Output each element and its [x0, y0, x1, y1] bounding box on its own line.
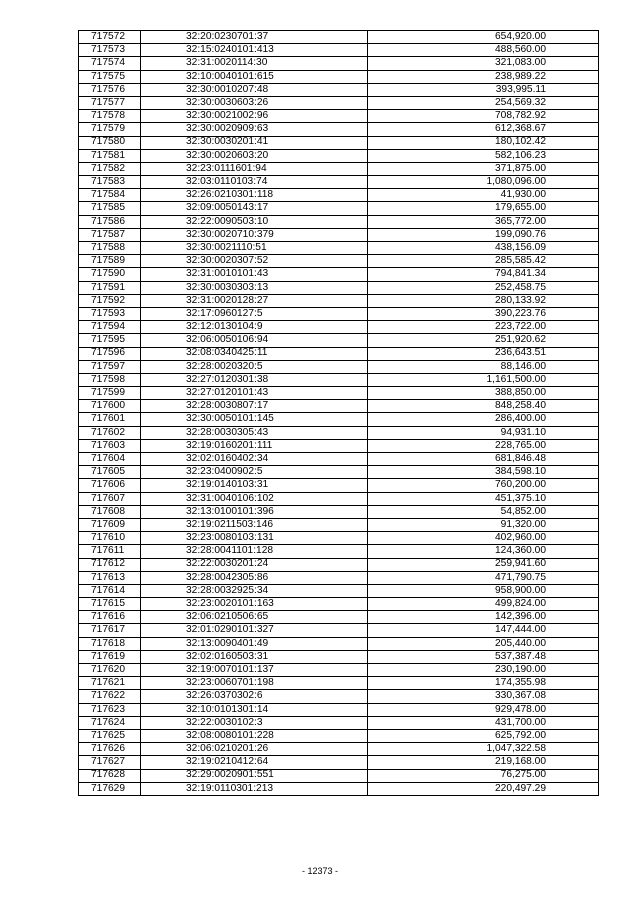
cadastral-number-cell: 32:23:0060701:198 — [141, 677, 368, 690]
row-id-cell: 717578 — [79, 110, 141, 123]
amount-cell: 393,995.11 — [368, 83, 599, 96]
amount-cell: 708,782.92 — [368, 110, 599, 123]
row-id-cell: 717585 — [79, 202, 141, 215]
amount-cell: 330,367.08 — [368, 690, 599, 703]
amount-cell: 451,375.10 — [368, 492, 599, 505]
cadastral-number-cell: 32:01:0290101:327 — [141, 624, 368, 637]
cadastral-number-cell: 32:30:0020909:63 — [141, 123, 368, 136]
amount-cell: 431,700.00 — [368, 716, 599, 729]
row-id-cell: 717573 — [79, 44, 141, 57]
table-row — [79, 228, 599, 241]
cadastral-number-cell: 32:08:0080101:228 — [141, 729, 368, 742]
amount-cell: 365,772.00 — [368, 215, 599, 228]
cadastral-number-cell: 32:20:0230701:37 — [141, 31, 368, 44]
table-row — [79, 83, 599, 96]
table-row — [79, 400, 599, 413]
row-id-cell: 717628 — [79, 769, 141, 782]
cadastral-number-cell: 32:26:0210301:118 — [141, 189, 368, 202]
table-row — [79, 96, 599, 109]
cadastral-number-cell: 32:30:0030603:26 — [141, 96, 368, 109]
cadastral-number-cell: 32:30:0020603:20 — [141, 149, 368, 162]
table-row — [79, 110, 599, 123]
amount-cell: 681,846.48 — [368, 453, 599, 466]
amount-cell: 794,841.34 — [368, 268, 599, 281]
amount-cell: 238,989.22 — [368, 70, 599, 83]
table-row — [79, 57, 599, 70]
table-row — [79, 518, 599, 531]
cadastral-number-cell: 32:06:0210201:26 — [141, 743, 368, 756]
table-row — [79, 307, 599, 320]
cadastral-number-cell: 32:30:0020307:52 — [141, 255, 368, 268]
table-row — [79, 373, 599, 386]
table-row — [79, 743, 599, 756]
row-id-cell: 717586 — [79, 215, 141, 228]
row-id-cell: 717584 — [79, 189, 141, 202]
row-id-cell: 717598 — [79, 373, 141, 386]
row-id-cell: 717572 — [79, 31, 141, 44]
cadastral-number-cell: 32:28:0041101:128 — [141, 545, 368, 558]
row-id-cell: 717597 — [79, 360, 141, 373]
row-id-cell: 717615 — [79, 598, 141, 611]
amount-cell: 285,585.42 — [368, 255, 599, 268]
table-row — [79, 321, 599, 334]
table-row — [79, 756, 599, 769]
amount-cell: 199,090.76 — [368, 228, 599, 241]
row-id-cell: 717620 — [79, 664, 141, 677]
table-row — [79, 466, 599, 479]
table-row — [79, 123, 599, 136]
table-row — [79, 611, 599, 624]
table-row — [79, 426, 599, 439]
cadastral-number-cell: 32:23:0080103:131 — [141, 532, 368, 545]
cadastral-number-cell: 32:31:0040106:102 — [141, 492, 368, 505]
cadastral-number-cell: 32:31:0010101:43 — [141, 268, 368, 281]
table-row — [79, 729, 599, 742]
cadastral-number-cell: 32:12:0130104:9 — [141, 321, 368, 334]
row-id-cell: 717575 — [79, 70, 141, 83]
table-body — [79, 31, 599, 796]
row-id-cell: 717605 — [79, 466, 141, 479]
table-row — [79, 439, 599, 452]
row-id-cell: 717623 — [79, 703, 141, 716]
row-id-cell: 717601 — [79, 413, 141, 426]
amount-cell: 76,275.00 — [368, 769, 599, 782]
cadastral-number-cell: 32:28:0030807:17 — [141, 400, 368, 413]
cadastral-number-cell: 32:31:0020114:30 — [141, 57, 368, 70]
table-row — [79, 716, 599, 729]
cadastral-number-cell: 32:28:0032925:34 — [141, 584, 368, 597]
row-id-cell: 717617 — [79, 624, 141, 637]
cadastral-number-cell: 32:29:0020901:551 — [141, 769, 368, 782]
table-row — [79, 268, 599, 281]
amount-cell: 91,320.00 — [368, 518, 599, 531]
cadastral-number-cell: 32:27:0120301:38 — [141, 373, 368, 386]
row-id-cell: 717616 — [79, 611, 141, 624]
amount-cell: 180,102.42 — [368, 136, 599, 149]
table-row — [79, 149, 599, 162]
row-id-cell: 717622 — [79, 690, 141, 703]
row-id-cell: 717609 — [79, 518, 141, 531]
cadastral-number-cell: 32:30:0021110:51 — [141, 242, 368, 255]
amount-cell: 402,960.00 — [368, 532, 599, 545]
cadastral-number-cell: 32:30:0021002:96 — [141, 110, 368, 123]
row-id-cell: 717627 — [79, 756, 141, 769]
cadastral-number-cell: 32:23:0111601:94 — [141, 162, 368, 175]
amount-cell: 760,200.00 — [368, 479, 599, 492]
row-id-cell: 717595 — [79, 334, 141, 347]
amount-cell: 625,792.00 — [368, 729, 599, 742]
cadastral-number-cell: 32:10:0040101:615 — [141, 70, 368, 83]
row-id-cell: 717608 — [79, 505, 141, 518]
page-number: - 12373 - — [301, 866, 339, 876]
cadastral-number-cell: 32:31:0020128:27 — [141, 294, 368, 307]
amount-cell: 848,258.40 — [368, 400, 599, 413]
row-id-cell: 717582 — [79, 162, 141, 175]
amount-cell: 259,941.60 — [368, 558, 599, 571]
amount-cell: 388,850.00 — [368, 387, 599, 400]
amount-cell: 220,497.29 — [368, 782, 599, 795]
amount-cell: 488,560.00 — [368, 44, 599, 57]
cadastral-number-cell: 32:22:0030102:3 — [141, 716, 368, 729]
row-id-cell: 717576 — [79, 83, 141, 96]
cadastral-number-cell: 32:26:0370302:6 — [141, 690, 368, 703]
amount-cell: 252,458.75 — [368, 281, 599, 294]
table-row — [79, 571, 599, 584]
table-row — [79, 782, 599, 795]
cadastral-number-cell: 32:17:0960127:5 — [141, 307, 368, 320]
cadastral-number-cell: 32:30:0030303:13 — [141, 281, 368, 294]
table-row — [79, 44, 599, 57]
amount-cell: 228,765.00 — [368, 439, 599, 452]
table-row — [79, 413, 599, 426]
row-id-cell: 717600 — [79, 400, 141, 413]
table-row — [79, 677, 599, 690]
amount-cell: 223,722.00 — [368, 321, 599, 334]
amount-cell: 1,080,096.00 — [368, 176, 599, 189]
row-id-cell: 717625 — [79, 729, 141, 742]
row-id-cell: 717618 — [79, 637, 141, 650]
cadastral-number-cell: 32:02:0160503:31 — [141, 650, 368, 663]
row-id-cell: 717581 — [79, 149, 141, 162]
amount-cell: 390,223.76 — [368, 307, 599, 320]
amount-cell: 219,168.00 — [368, 756, 599, 769]
cadastral-number-cell: 32:02:0160402:34 — [141, 453, 368, 466]
amount-cell: 958,900.00 — [368, 584, 599, 597]
amount-cell: 251,920.62 — [368, 334, 599, 347]
table-row — [79, 664, 599, 677]
row-id-cell: 717592 — [79, 294, 141, 307]
table-row — [79, 136, 599, 149]
row-id-cell: 717612 — [79, 558, 141, 571]
table-row — [79, 584, 599, 597]
amount-cell: 929,478.00 — [368, 703, 599, 716]
cadastral-number-cell: 32:28:0042305:86 — [141, 571, 368, 584]
table-row — [79, 505, 599, 518]
table-row — [79, 703, 599, 716]
amount-cell: 1,161,500.00 — [368, 373, 599, 386]
cadastral-number-cell: 32:03:0110103:74 — [141, 176, 368, 189]
cadastral-number-cell: 32:19:0070101:137 — [141, 664, 368, 677]
table-row — [79, 242, 599, 255]
cadastral-number-cell: 32:09:0050143:17 — [141, 202, 368, 215]
row-id-cell: 717596 — [79, 347, 141, 360]
amount-cell: 124,360.00 — [368, 545, 599, 558]
row-id-cell: 717626 — [79, 743, 141, 756]
cadastral-number-cell: 32:23:0400902:5 — [141, 466, 368, 479]
table-row — [79, 650, 599, 663]
row-id-cell: 717593 — [79, 307, 141, 320]
table-row — [79, 624, 599, 637]
cadastral-number-cell: 32:28:0030305:43 — [141, 426, 368, 439]
table-row — [79, 598, 599, 611]
amount-cell: 205,440.00 — [368, 637, 599, 650]
row-id-cell: 717607 — [79, 492, 141, 505]
cadastral-number-cell: 32:23:0020101:163 — [141, 598, 368, 611]
table-row — [79, 347, 599, 360]
row-id-cell: 717594 — [79, 321, 141, 334]
row-id-cell: 717599 — [79, 387, 141, 400]
table-row — [79, 637, 599, 650]
table-row — [79, 162, 599, 175]
table-row — [79, 387, 599, 400]
amount-cell: 537,387.48 — [368, 650, 599, 663]
cadastral-number-cell: 32:19:0210412:64 — [141, 756, 368, 769]
row-id-cell: 717619 — [79, 650, 141, 663]
table-row — [79, 31, 599, 44]
table-row — [79, 532, 599, 545]
amount-cell: 499,824.00 — [368, 598, 599, 611]
cadastral-number-cell: 32:27:0120101:43 — [141, 387, 368, 400]
cadastral-number-cell: 32:10:0101301:14 — [141, 703, 368, 716]
row-id-cell: 717583 — [79, 176, 141, 189]
amount-cell: 612,368.67 — [368, 123, 599, 136]
cadastral-number-cell: 32:28:0020320:5 — [141, 360, 368, 373]
cadastral-number-cell: 32:30:0020710:379 — [141, 228, 368, 241]
cadastral-number-cell: 32:19:0160201:111 — [141, 439, 368, 452]
cadastral-number-cell: 32:30:0050101:145 — [141, 413, 368, 426]
amount-cell: 147,444.00 — [368, 624, 599, 637]
amount-cell: 41,930.00 — [368, 189, 599, 202]
cadastral-number-cell: 32:08:0340425:11 — [141, 347, 368, 360]
table-row — [79, 189, 599, 202]
amount-cell: 236,643.51 — [368, 347, 599, 360]
row-id-cell: 717580 — [79, 136, 141, 149]
row-id-cell: 717610 — [79, 532, 141, 545]
amount-cell: 438,156.09 — [368, 242, 599, 255]
cadastral-number-cell: 32:06:0050106:94 — [141, 334, 368, 347]
amount-cell: 371,875.00 — [368, 162, 599, 175]
amount-cell: 384,598.10 — [368, 466, 599, 479]
table-row — [79, 690, 599, 703]
table-row — [79, 479, 599, 492]
row-id-cell: 717574 — [79, 57, 141, 70]
amount-cell: 286,400.00 — [368, 413, 599, 426]
row-id-cell: 717604 — [79, 453, 141, 466]
table-row — [79, 202, 599, 215]
cadastral-number-cell: 32:19:0110301:213 — [141, 782, 368, 795]
row-id-cell: 717587 — [79, 228, 141, 241]
amount-cell: 174,355.98 — [368, 677, 599, 690]
cadastral-number-cell: 32:30:0010207:48 — [141, 83, 368, 96]
row-id-cell: 717621 — [79, 677, 141, 690]
row-id-cell: 717624 — [79, 716, 141, 729]
row-id-cell: 717602 — [79, 426, 141, 439]
amount-cell: 142,396.00 — [368, 611, 599, 624]
cadastral-number-cell: 32:19:0140103:31 — [141, 479, 368, 492]
amount-cell: 179,655.00 — [368, 202, 599, 215]
table-row — [79, 360, 599, 373]
cadastral-number-cell: 32:22:0090503:10 — [141, 215, 368, 228]
cadastral-number-cell: 32:22:0030201:24 — [141, 558, 368, 571]
cadastral-number-cell: 32:13:0100101:396 — [141, 505, 368, 518]
row-id-cell: 717590 — [79, 268, 141, 281]
data-table — [78, 30, 599, 796]
amount-cell: 88,146.00 — [368, 360, 599, 373]
table-row — [79, 558, 599, 571]
table-row — [79, 294, 599, 307]
cadastral-number-cell: 32:13:0090401:49 — [141, 637, 368, 650]
cadastral-number-cell: 32:15:0240101:413 — [141, 44, 368, 57]
table-row — [79, 176, 599, 189]
amount-cell: 471,790.75 — [368, 571, 599, 584]
amount-cell: 230,190.00 — [368, 664, 599, 677]
table-row — [79, 769, 599, 782]
cadastral-number-cell: 32:19:0211503:146 — [141, 518, 368, 531]
row-id-cell: 717577 — [79, 96, 141, 109]
amount-cell: 1,047,322.58 — [368, 743, 599, 756]
row-id-cell: 717603 — [79, 439, 141, 452]
amount-cell: 94,931.10 — [368, 426, 599, 439]
row-id-cell: 717611 — [79, 545, 141, 558]
table-row — [79, 215, 599, 228]
amount-cell: 654,920.00 — [368, 31, 599, 44]
row-id-cell: 717591 — [79, 281, 141, 294]
table-row — [79, 545, 599, 558]
row-id-cell: 717579 — [79, 123, 141, 136]
cadastral-number-cell: 32:30:0030201:41 — [141, 136, 368, 149]
amount-cell: 254,569.32 — [368, 96, 599, 109]
cadastral-number-cell: 32:06:0210506:65 — [141, 611, 368, 624]
row-id-cell: 717613 — [79, 571, 141, 584]
row-id-cell: 717629 — [79, 782, 141, 795]
amount-cell: 321,083.00 — [368, 57, 599, 70]
row-id-cell: 717588 — [79, 242, 141, 255]
table-row — [79, 492, 599, 505]
amount-cell: 582,106.23 — [368, 149, 599, 162]
amount-cell: 280,133.92 — [368, 294, 599, 307]
row-id-cell: 717589 — [79, 255, 141, 268]
table-row — [79, 255, 599, 268]
amount-cell: 54,852.00 — [368, 505, 599, 518]
table-row — [79, 281, 599, 294]
row-id-cell: 717614 — [79, 584, 141, 597]
row-id-cell: 717606 — [79, 479, 141, 492]
table-row — [79, 70, 599, 83]
table-row — [79, 334, 599, 347]
table-row — [79, 453, 599, 466]
